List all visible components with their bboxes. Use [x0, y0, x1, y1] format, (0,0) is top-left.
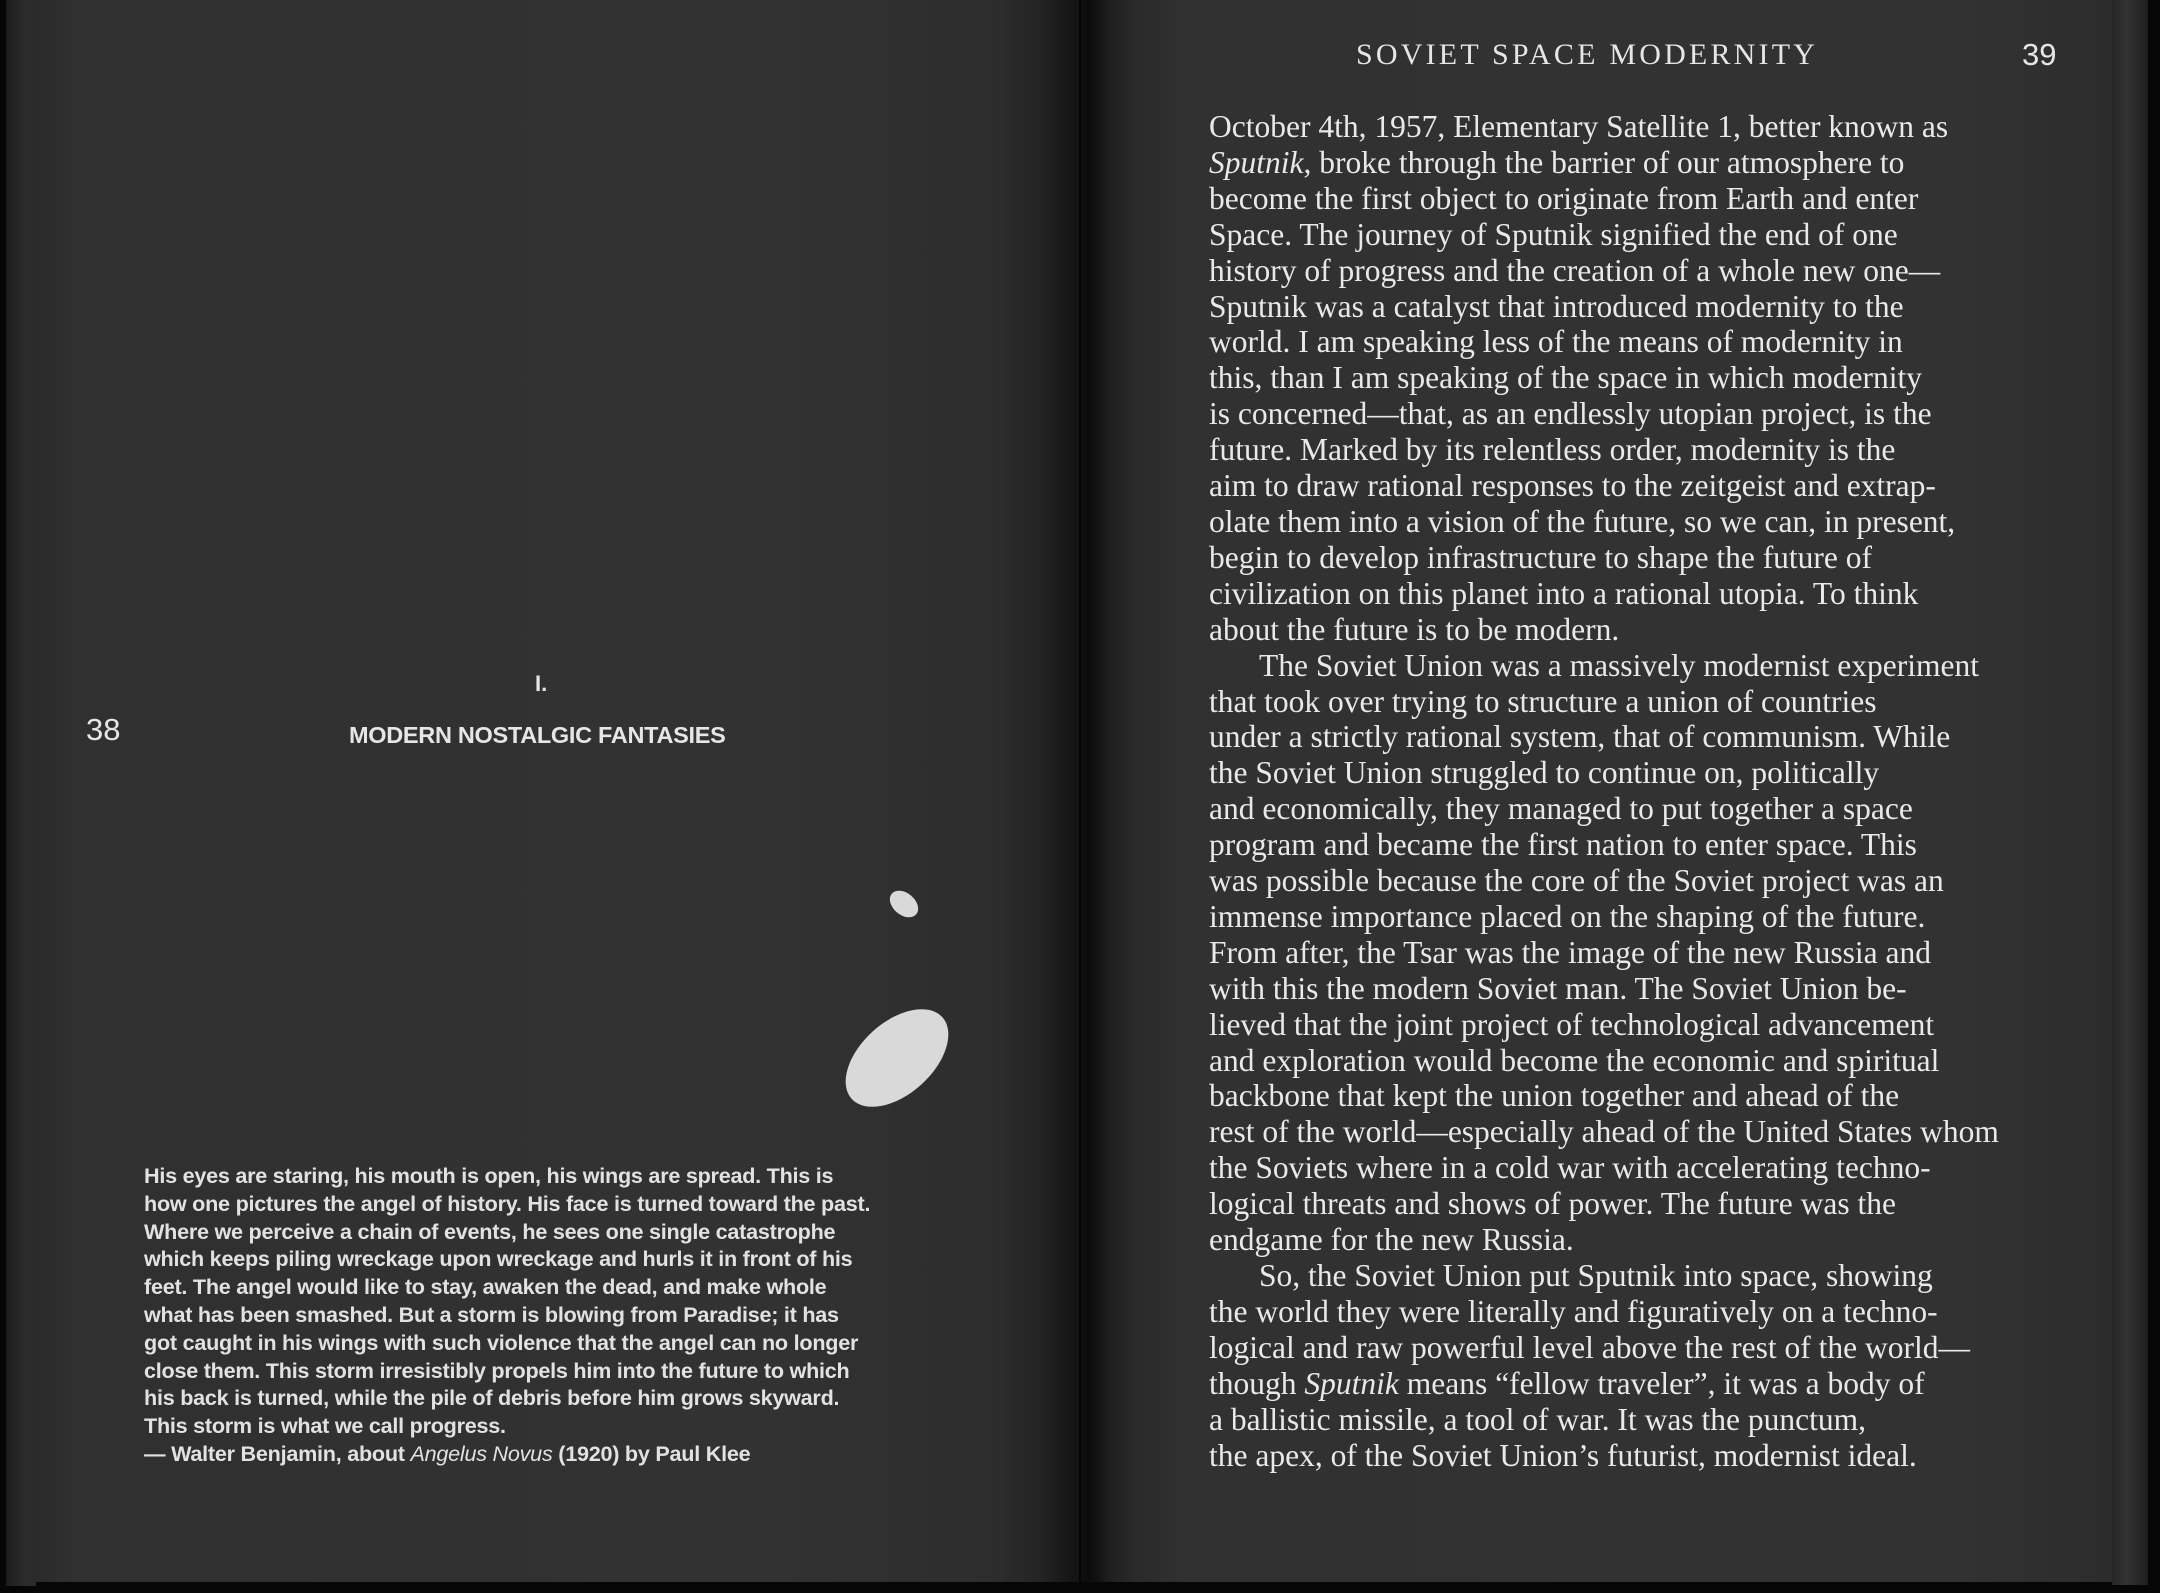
- body-line: lieved that the joint project of technological advancement: [1209, 1006, 1935, 1042]
- left-page-number: 38: [86, 712, 121, 747]
- quote-line: his back is turned, while the pile of debris before him grows skyward.: [144, 1385, 840, 1411]
- body-line-text: , broke through the barrier of our atmosphere to: [1303, 144, 1905, 180]
- body-line: the Soviet Union struggled to continue on, politically: [1209, 755, 1880, 791]
- quote-attribution: [144, 1440, 964, 1468]
- quote-line: which keeps piling wreckage upon wreckage and hurls it in front of his: [144, 1246, 853, 1272]
- body-line: and economically, they managed to put together a space: [1209, 791, 1913, 827]
- chapter-number: I.: [535, 671, 548, 696]
- body-line: the Soviets where in a cold war with accelerating techno-: [1209, 1150, 1931, 1186]
- attribution-suffix: (1920) by Paul Klee: [552, 1440, 751, 1466]
- italic-title: Sputnik: [1304, 1365, 1399, 1401]
- body-line: begin to develop infrastructure to shape the future of: [1209, 539, 1873, 575]
- body-line: backbone that kept the union together and ahead of the: [1209, 1078, 1900, 1114]
- body-line: logical and raw powerful level above the rest of the world—: [1209, 1329, 1970, 1365]
- body-line: the world they were literally and figuratively on a techno-: [1209, 1293, 1938, 1329]
- body-line: [1209, 145, 2009, 181]
- epigraph-quote: [144, 1162, 964, 1468]
- body-line: with this the modern Soviet man. The Soviet Union be-: [1209, 970, 1907, 1006]
- quote-line: close them. This storm irresistibly propels him into the future to which: [144, 1357, 850, 1383]
- body-line: So, the Soviet Union put Sputnik into space, showing: [1259, 1258, 1933, 1293]
- body-line: aim to draw rational responses to the zeitgeist and extrap-: [1209, 468, 1936, 504]
- body-line: olate them into a vision of the future, so we can, in present,: [1209, 503, 1956, 539]
- quote-line: what has been smashed. But a storm is blowing from Paradise; it has: [144, 1301, 839, 1327]
- body-line: The Soviet Union was a massively modernist experiment: [1259, 647, 1979, 683]
- body-line: this, than I am speaking of the space in which modernity: [1209, 360, 1922, 396]
- body-text: [1209, 109, 2009, 1473]
- quote-line: This storm is what we call progress.: [144, 1413, 506, 1439]
- body-line: October 4th, 1957, Elementary Satellite 1, better known as: [1209, 109, 1949, 144]
- body-line: From after, the Tsar was the image of the new Russia and: [1209, 934, 1932, 970]
- body-line: logical threats and shows of power. The future was the: [1209, 1186, 1896, 1222]
- quote-line: got caught in his wings with such violence that the angel can no longer: [144, 1329, 859, 1355]
- attribution-work-title: Angelus Novus: [410, 1440, 553, 1466]
- attribution-prefix: — Walter Benjamin, about: [144, 1440, 411, 1466]
- quote-line: feet. The angel would like to stay, awaken the dead, and make whole: [144, 1274, 827, 1300]
- body-line-text: means “fellow traveler”, it was a body of: [1398, 1365, 1925, 1401]
- body-line: future. Marked by its relentless order, modernity is the: [1209, 432, 1896, 468]
- body-line: endgame for the new Russia.: [1209, 1222, 1574, 1258]
- body-line: history of progress and the creation of a whole new one—: [1209, 252, 1941, 288]
- body-line: the apex, of the Soviet Union’s futurist, modernist ideal.: [1209, 1437, 1917, 1473]
- body-line: is concerned—that, as an endlessly utopian project, is the: [1209, 396, 1932, 432]
- body-line: immense importance placed on the shaping of the future.: [1209, 898, 1926, 934]
- chapter-title: MODERN NOSTALGIC FANTASIES: [349, 722, 726, 748]
- running-head: SOVIET SPACE MODERNITY: [1356, 38, 1819, 71]
- body-line-text: though: [1209, 1365, 1305, 1401]
- body-line: rest of the world—especially ahead of the United States whom: [1209, 1114, 1999, 1150]
- body-line: become the first object to originate from Earth and enter: [1209, 180, 1919, 216]
- body-line: world. I am speaking less of the means of modernity in: [1209, 324, 1903, 360]
- quote-line: Where we perceive a chain of events, he sees one single catastrophe: [144, 1218, 836, 1244]
- body-line: that took over trying to structure a union of countries: [1209, 683, 1877, 719]
- quote-line: how one pictures the angel of history. His face is turned toward the past.: [144, 1190, 871, 1216]
- body-line: Sputnik was a catalyst that introduced modernity to the: [1209, 288, 1904, 324]
- body-line: a ballistic missile, a tool of war. It was the punctum,: [1209, 1401, 1866, 1437]
- body-line: program and became the first nation to enter space. This: [1209, 827, 1917, 863]
- body-line: under a strictly rational system, that of communism. While: [1209, 719, 1951, 755]
- body-line: Space. The journey of Sputnik signified the end of one: [1209, 216, 1898, 252]
- body-line: [1209, 1366, 2009, 1402]
- right-page-edge: [2112, 0, 2148, 1585]
- body-line: about the future is to be modern.: [1209, 611, 1620, 647]
- quote-line: His eyes are staring, his mouth is open, his wings are spread. This is: [144, 1163, 834, 1188]
- body-line: civilization on this planet into a rational utopia. To think: [1209, 575, 1919, 611]
- right-page-number: 39: [2022, 37, 2057, 72]
- body-line: was possible because the core of the Soviet project was an: [1209, 863, 1944, 899]
- left-page-edge: [6, 0, 36, 1586]
- italic-title: Sputnik: [1209, 144, 1304, 180]
- body-line: and exploration would become the economic and spiritual: [1209, 1042, 1940, 1078]
